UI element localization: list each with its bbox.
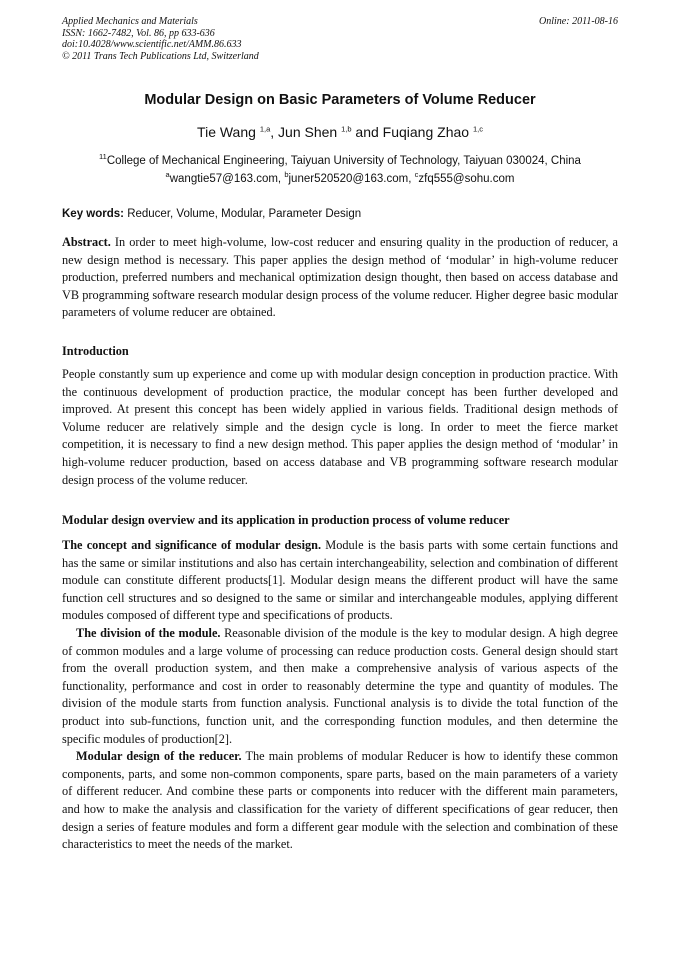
paragraph-concept [62, 537, 618, 625]
author-1-affiliation: 1,a [259, 124, 271, 134]
affiliation-marker: 11 [99, 152, 107, 162]
division-text: Reasonable division of the module is the key to modular design. A high degree of common modules and a large volume of processing can reduce production costs. General design should start from the overall production system, and then make a comprehensive analysis of various aspects of the functionality, performance and cost in order to reasonably determine the type and quantity of modules. The division of the module starts from function analysis. Functional analysis is to divide the total function of the product into sub-functions, function unit, and the corresponding function modules, and then determine the specific modules of production[2]. [62, 625, 618, 746]
email-3-marker: c [414, 170, 419, 180]
journal-meta [62, 16, 618, 62]
email-2: juner520520@163.com, [288, 173, 415, 185]
author-emails [62, 170, 618, 188]
intro-paragraph: People constantly sum up experience and come up with modular design conception in production practice. With the continuous development of production practice, the modular concept has been further developed and improved. At present this concept has been widely applied in various fields. Traditional design methods of Volume reducer are relatively simple and the design cycle is long. In order to meet the fierce market competition, it is necessary to find a new design method. This paper applies the design method of ‘modular’ in high-volume reducer production, based on access database and VB programming software research modular design process of the volume reducer. [62, 367, 618, 487]
affiliation [62, 152, 618, 188]
abstract-text: In order to meet high-volume, low-cost reducer and ensuring quality in the production of reducer, a new design method is necessary. This paper applies the design method of ‘modular’ in high-volume reducer production, preferred numbers and mechanical optimization design thought, then based on access database and VB programming software research modular design process of the volume reducer. Higher degree basic modular parameters of volume reducer are obtained. [62, 235, 618, 320]
reducer-label: Modular design of the reducer. [76, 749, 242, 764]
journal-copyright: © 2011 Trans Tech Publications Ltd, Switzerland [62, 50, 259, 62]
paper-title: Modular Design on Basic Parameters of Volume Reducer [144, 92, 536, 108]
keywords [62, 208, 618, 220]
paragraph-reducer [62, 748, 618, 854]
journal-doi: doi:10.4028/www.scientific.net/AMM.86.633 [62, 39, 242, 50]
online-date: Online: 2011-08-16 [539, 16, 618, 27]
section2-heading: Modular design overview and its application in production process of volume reducer [62, 513, 510, 527]
keywords-text: Reducer, Volume, Modular, Parameter Design [124, 208, 362, 220]
affiliation-institution [62, 152, 618, 170]
author-2: , Jun Shen [270, 124, 342, 140]
journal-issn: ISSN: 1662-7482, Vol. 86, pp 633-636 [62, 27, 215, 39]
author-1: Tie Wang [197, 124, 260, 140]
email-2-marker: b [284, 170, 289, 180]
intro-section [62, 366, 618, 489]
author-3-affiliation: 1,c [472, 124, 483, 134]
author-2-affiliation: 1,b [341, 124, 352, 134]
journal-name: Applied Mechanics and Materials [62, 16, 198, 27]
section2-body [62, 537, 618, 854]
email-3: zfq555@sohu.com [418, 173, 515, 185]
abstract [62, 234, 618, 322]
concept-label: The concept and significance of modular design. [62, 538, 322, 552]
concept-text: Module is the basis parts with some certain functions and has the same or similar institutions and also has certain interchangeability, selection and combination of different module can constitute different products[1]. Modular design means the different product will have the same function cell structures and so designed to the same or similar and interchangeable modules, applying different modules composed of different type and specifications of products. [62, 538, 619, 623]
email-1-marker: a [165, 170, 170, 180]
abstract-label: Abstract. [62, 235, 111, 249]
paragraph-division [62, 625, 618, 748]
email-1: wangtie57@163.com, [169, 173, 285, 185]
division-label: The division of the module. [76, 625, 221, 640]
author-list [62, 124, 618, 140]
reducer-text: The main problems of modular Reducer is how to identify these common components, parts, and some non-common components, spare parts, based on the main parameters of a variety of different reducer. And combine these parts or components into reducer with the different main parameters, and how to make the analysis and classification for the variety of different specifications of gear reducer, then design a series of feature modules and form a different gear module with the selection and combination of these characteristics to meet the needs of the market. [62, 749, 619, 852]
author-3: and Fuqiang Zhao [351, 124, 473, 140]
affiliation-text: College of Mechanical Engineering, Taiyuan University of Technology, Taiyuan 030024, China [106, 155, 581, 167]
intro-heading: Introduction [62, 344, 129, 358]
keywords-label: Key words: [62, 208, 124, 220]
